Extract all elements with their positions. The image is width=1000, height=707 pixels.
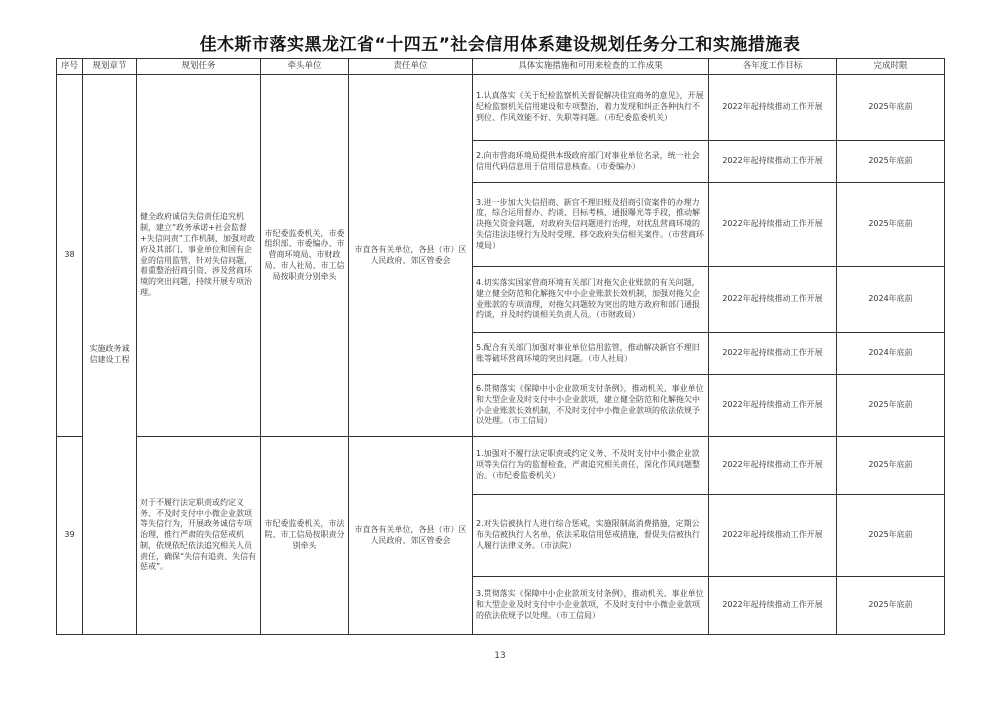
target-cell: 2022年起持续推动工作开展: [709, 75, 837, 141]
table-row: [57, 437, 945, 495]
measure-cell: 3.进一步加大失信招商、新官不理旧账及招商引资案件的办理力度，综合运用督办、约谈、目标考核、通报曝光等手段，推动解决拖欠资金问题，对政府失信问题进行治理，对扰乱营商环境的失信违法违规行为及时受理、移交政府失信相关案件。（市营商环境局）: [473, 183, 709, 267]
measure-cell: 4.切实落实国家营商环境有关部门对拖欠企业账款的有关问题，建立健全防范和化解拖欠中小企业账款长效机制，加强对拖欠企业账款的专项清理，对拖欠问题较为突出的地方政府和部门通报约谈，并及时约谈相关负责人员。（市财政局）: [473, 267, 709, 333]
measure-cell: 5.配合有关部门加强对事业单位信用监管，推动解决新官不理旧账等破坏营商环境的突出问题。（市人社局）: [473, 333, 709, 375]
chapter-cell: 实施政务诚信建设工程: [83, 75, 137, 635]
target-cell: 2022年起持续推动工作开展: [709, 141, 837, 183]
deadline-cell: 2024年底前: [837, 333, 945, 375]
deadline-cell: 2025年底前: [837, 75, 945, 141]
header-chapter: 规划章节: [83, 59, 137, 75]
deadline-cell: 2025年底前: [837, 495, 945, 577]
deadline-cell: 2025年底前: [837, 437, 945, 495]
row-number: 39: [57, 437, 83, 635]
page-number: 13: [494, 651, 506, 661]
task-cell: 对于不履行法定职责或约定义务、不及时支付中小微企业款项等失信行为，开展政务诚信专项治理，推行严肃的失信惩戒机制，依规依纪依法追究相关人员责任，确保“失信有追责、失信有惩戒”。: [137, 437, 261, 635]
target-cell: 2022年起持续推动工作开展: [709, 333, 837, 375]
target-cell: 2022年起持续推动工作开展: [709, 183, 837, 267]
measure-cell: 2.向市营商环境局提供本级政府部门对事业单位名录，统一社会信用代码信息用于信用信息核查。（市委编办）: [473, 141, 709, 183]
lead-unit-cell: 市纪委监委机关，市法院、市工信局按职责分别牵头: [261, 437, 349, 635]
deadline-cell: 2025年底前: [837, 141, 945, 183]
target-cell: 2022年起持续推动工作开展: [709, 437, 837, 495]
header-task: 规划任务: [137, 59, 261, 75]
deadline-cell: 2025年底前: [837, 375, 945, 437]
target-cell: 2022年起持续推动工作开展: [709, 267, 837, 333]
header-deadline: 完成时限: [837, 59, 945, 75]
deadline-cell: 2025年底前: [837, 577, 945, 635]
document-title: 佳木斯市落实黑龙江省“十四五”社会信用体系建设规划任务分工和实施措施表: [199, 35, 801, 55]
target-cell: 2022年起持续推动工作开展: [709, 375, 837, 437]
target-cell: 2022年起持续推动工作开展: [709, 495, 837, 577]
table-row: [57, 75, 945, 141]
measure-cell: 2.对失信被执行人进行综合惩戒，实施限制高消费措施，定期公布失信被执行人名单，依法采取信用惩戒措施，督促失信被执行人履行法律义务。（市法院）: [473, 495, 709, 577]
header-no: 序号: [57, 59, 83, 75]
deadline-cell: 2024年底前: [837, 267, 945, 333]
table-header-row: [57, 59, 945, 75]
measure-cell: 1.加强对不履行法定职责或约定义务、不及时支付中小微企业款项等失信行为的监督检查，严肃追究相关责任，深化作风问题整治。（市纪委监委机关）: [473, 437, 709, 495]
task-table: [56, 58, 945, 635]
row-number: 38: [57, 75, 83, 437]
target-cell: 2022年起持续推动工作开展: [709, 577, 837, 635]
header-measures: 具体实施措施和可用来检查的工作成果: [473, 59, 709, 75]
header-lead-unit: 牵头单位: [261, 59, 349, 75]
responsible-unit-cell: 市直各有关单位，各县（市）区人民政府、郊区管委会: [349, 437, 473, 635]
responsible-unit-cell: 市直各有关单位，各县（市）区人民政府、郊区管委会: [349, 75, 473, 437]
lead-unit-cell: 市纪委监委机关，市委组织部、市委编办、市营商环境局、市财政局、市人社局、市工信局按职责分别牵头: [261, 75, 349, 437]
measure-cell: 3.贯彻落实《保障中小企业款项支付条例》，推动机关、事业单位和大型企业及时支付中小企业款项，不及时支付中小微企业款项的依法依规予以处理。（市工信局）: [473, 577, 709, 635]
header-responsible-unit: 责任单位: [349, 59, 473, 75]
header-annual-target: 各年度工作目标: [709, 59, 837, 75]
deadline-cell: 2025年底前: [837, 183, 945, 267]
task-cell: 健全政府诚信失信责任追究机制，建立“政务承诺+社会监督+失信问责”工作机制，加强对政府及其部门、事业单位和国有企业的信用监管，针对失信问题，着重整治招商引资、涉及营商环境的突出问题，持续开展专项治理。: [137, 75, 261, 437]
measure-cell: 6.贯彻落实《保障中小企业款项支付条例》，推动机关、事业单位和大型企业及时支付中小企业款项，建立健全防范和化解拖欠中小企业账款长效机制，不及时支付中小微企业款项的依法依规予以处理。（市工信局）: [473, 375, 709, 437]
measure-cell: 1.认真落实《关于纪检监察机关督促解决佳宜商务的意见》，开展纪检监察机关信用建设和专项整治，着力发现和纠正各种执行不到位、作风效能不好、失职等问题。（市纪委监委机关）: [473, 75, 709, 141]
